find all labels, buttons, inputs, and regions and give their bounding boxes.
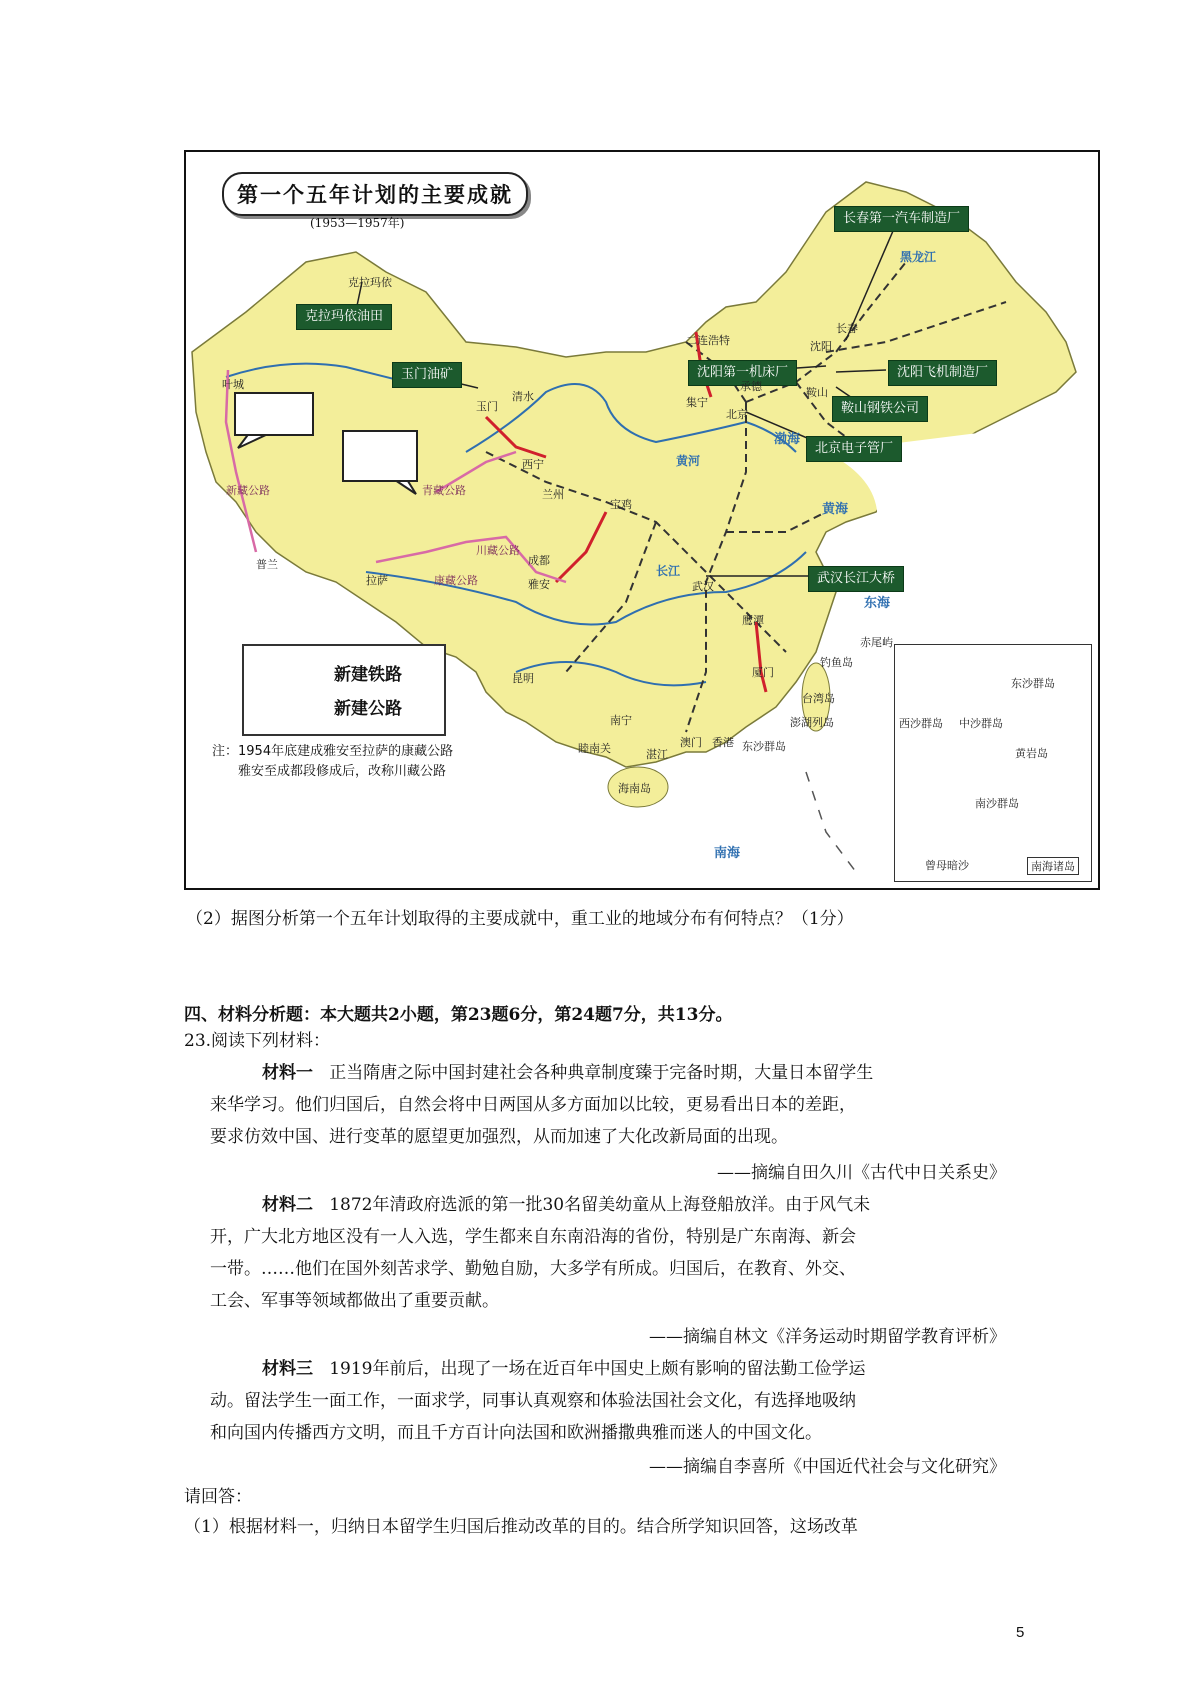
callout-shenyang-machine: 沈阳第一机床厂 [688, 360, 797, 386]
material-2-label: 材料二 [262, 1195, 313, 1215]
city-label: 承德 [740, 380, 762, 393]
legend-railway-label: 新建铁路 [334, 665, 402, 685]
city-label: 南宁 [610, 714, 632, 727]
city-label: 武汉 [692, 580, 714, 593]
inset-label: 黄岩岛 [1015, 747, 1048, 760]
city-label: 普兰 [256, 558, 278, 571]
city-label: 成都 [528, 554, 550, 567]
material-2-line-1 [262, 1192, 870, 1218]
city-label: 拉萨 [366, 574, 388, 587]
section-heading: 四、材料分析题：本大题共2小题，第23题6分，第24题7分，共13分。 [184, 1005, 733, 1025]
material-1-line-2: 来华学习。他们归国后，自然会将中日两国从多方面加以比较，更易看出日本的差距， [210, 1095, 856, 1115]
inset-title: 南海诸岛 [1027, 857, 1079, 875]
city-label: 台湾岛 [802, 692, 835, 705]
material-3-label: 材料三 [262, 1359, 313, 1379]
city-label: 厦门 [752, 666, 774, 679]
city-label: 叶城 [222, 378, 244, 391]
city-label: 赤尾屿 [860, 636, 893, 649]
river-label: 长江 [656, 564, 681, 578]
page-number: 5 [1016, 1624, 1025, 1641]
material-2-text: 1872年清政府选派的第一批30名留美幼童从上海登船放洋。由于风气未 [329, 1195, 871, 1215]
material-1-text: 正当隋唐之际中国封建社会各种典章制度臻于完备时期，大量日本留学生 [329, 1063, 874, 1083]
material-3-text: 1919年前后，出现了一场在近百年中国史上颇有影响的留法勤工俭学运 [329, 1359, 866, 1379]
callout-changchun-auto: 长春第一汽车制造厂 [834, 206, 969, 232]
city-label: 沈阳 [810, 340, 832, 353]
material-3-source: ——摘编自李喜所《中国近代社会与文化研究》 [649, 1457, 1006, 1477]
road-label: 青藏公路 [422, 484, 466, 497]
city-label: 睦南关 [578, 742, 611, 755]
city-label: 二连浩特 [686, 334, 730, 347]
city-label: 湛江 [646, 748, 668, 761]
sea-label: 东海 [864, 596, 891, 611]
material-3-line-2: 动。留法学生一面工作，一面求学，同事认真观察和体验法国社会文化，有选择地吸纳 [210, 1391, 856, 1411]
city-label: 海南岛 [618, 782, 651, 795]
map-title: 第一个五年计划的主要成就 [222, 172, 528, 216]
city-label: 西宁 [522, 458, 544, 471]
callout-shenyang-aircraft: 沈阳飞机制造厂 [888, 360, 997, 386]
blank-answer-box-2 [342, 430, 418, 482]
road-label: 康藏公路 [434, 574, 478, 587]
callout-karamay: 克拉玛依油田 [296, 304, 392, 330]
material-2-source: ——摘编自林文《洋务运动时期留学教育评析》 [649, 1327, 1006, 1347]
city-label: 兰州 [542, 488, 564, 501]
material-1-line-3: 要求仿效中国、进行变革的愿望更加强烈，从而加速了大化改新局面的出现。 [210, 1127, 788, 1147]
sea-label: 黄海 [822, 502, 849, 517]
city-label: 香港 [712, 736, 734, 749]
question-1: （1）根据材料一，归纳日本留学生归国后推动改革的目的。结合所学知识回答，这场改革 [184, 1517, 858, 1537]
material-3-line-1 [262, 1356, 865, 1382]
city-label: 钓鱼岛 [820, 656, 853, 669]
legend-highway-label: 新建公路 [334, 699, 402, 719]
inset-label: 东沙群岛 [1011, 677, 1055, 690]
material-3-line-3: 和向国内传播西方文明，而且千方百计向法国和欧洲播撒典雅而迷人的中国文化。 [210, 1423, 822, 1443]
sea-label: 南海 [714, 846, 741, 861]
river-label: 黄河 [676, 454, 701, 468]
question-23: 23.阅读下列材料： [184, 1031, 331, 1051]
south-china-sea-inset [894, 644, 1092, 882]
material-2-line-4: 工会、军事等领域都做出了重要贡献。 [210, 1291, 499, 1311]
callout-anshan-steel: 鞍山钢铁公司 [832, 396, 928, 422]
material-1-line-1 [262, 1060, 873, 1086]
material-1-source: ——摘编自田久川《古代中日关系史》 [717, 1163, 1006, 1183]
city-label: 清水 [512, 390, 534, 403]
city-label: 北京 [726, 408, 748, 421]
road-label: 新藏公路 [226, 484, 270, 497]
map-figure [184, 150, 1100, 890]
question-2: （2）据图分析第一个五年计划取得的主要成就中，重工业的地域分布有何特点？（1分） [186, 909, 854, 929]
city-label: 玉门 [476, 400, 498, 413]
city-label: 鹰潭 [742, 614, 764, 627]
city-label: 昆明 [512, 672, 534, 685]
inset-label: 南沙群岛 [975, 797, 1019, 810]
blank-answer-box-1 [234, 392, 314, 436]
inset-label: 中沙群岛 [959, 717, 1003, 730]
inset-label: 西沙群岛 [899, 717, 943, 730]
callout-yumen: 玉门油矿 [392, 362, 462, 388]
map-note [212, 742, 453, 782]
inset-label: 曾母暗沙 [925, 859, 969, 872]
map-legend [242, 644, 446, 736]
material-1-label: 材料一 [262, 1063, 313, 1083]
city-label: 克拉玛依 [348, 276, 392, 289]
map-note-line-2: 雅安至成都段修成后，改称川藏公路 [238, 764, 447, 779]
city-label: 宝鸡 [610, 498, 632, 511]
road-label: 川藏公路 [476, 544, 520, 557]
city-label: 鞍山 [806, 386, 828, 399]
river-label: 黑龙江 [900, 250, 937, 264]
answer-prompt: 请回答： [184, 1487, 252, 1507]
callout-wuhan-bridge: 武汉长江大桥 [808, 566, 904, 592]
material-2-line-3: 一带。……他们在国外刻苦求学、勤勉自励，大多学有所成。归国后，在教育、外交、 [210, 1259, 856, 1279]
city-label: 雅安 [528, 578, 550, 591]
city-label: 澎湖列岛 [790, 716, 834, 729]
map-years: (1953—1957年) [310, 216, 405, 230]
city-label: 集宁 [686, 396, 708, 409]
city-label: 东沙群岛 [742, 740, 786, 753]
material-2-line-2: 开，广大北方地区没有一人入选，学生都来自东南沿海的省份，特别是广东南海、新会 [210, 1227, 856, 1247]
sea-label: 渤海 [774, 432, 801, 447]
map-note-line-1: 注：1954年底建成雅安至拉萨的康藏公路 [212, 744, 454, 759]
city-label: 长春 [836, 322, 858, 335]
city-label: 澳门 [680, 736, 702, 749]
callout-beijing-tube: 北京电子管厂 [806, 436, 902, 462]
